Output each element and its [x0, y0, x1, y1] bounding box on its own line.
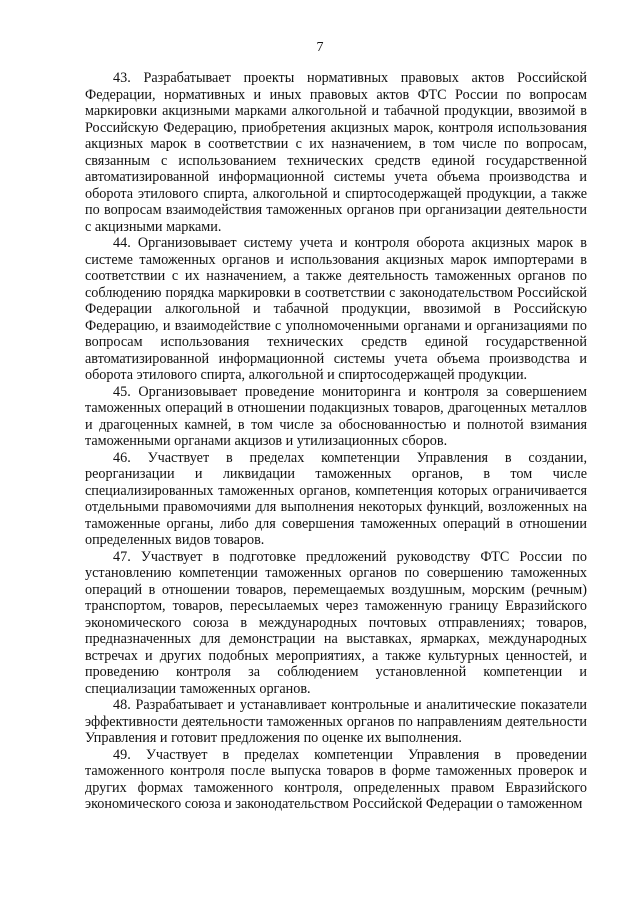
page-number: 7	[316, 40, 324, 55]
paragraph-49: 49. Участвует в пределах компетенции Управления в проведении таможенного контроля после выпуска товаров в форме таможенных проверок и других формах таможенного контроля, определенных правом Евразийского экономического союза и законодательством Российской Федерации о таможенном	[85, 746, 587, 812]
document-body	[85, 70, 587, 813]
paragraph-44: 44. Организовывает систему учета и контроля оборота акцизных марок в системе таможенных органов и использования акцизных марок импортерами в соответствии с их назначением, а также деятельность таможенных органов по соблюдению порядка маркировки в соответствии с законодательством Российской Федерации алкогольной и табачной продукции, ввозимой в Российскую Федерацию, и взаимодействие с уполномоченными органами и организациями по вопросам использования технических средств единой государственной автоматизированной информационной системы учета объема производства и оборота этилового спирта, алкогольной и спиртосодержащей продукции.	[85, 235, 587, 383]
paragraph-43: 43. Разрабатывает проекты нормативных правовых актов Российской Федерации, нормативных и иных правовых актов ФТС России по вопросам маркировки акцизными марками алкогольной и табачной продукции, ввозимой в Российскую Федерацию, приобретения акцизных марок, контроля использования акцизных марок в соответствии с их назначением, в том числе по вопросам, связанным с использованием технических средств единой государственной автоматизированной информационной системы учета объема производства и оборота этилового спирта, алкогольной и спиртосодержащей продукции, а также по вопросам взаимодействия таможенных органов при организации деятельности с акцизными марками.	[85, 70, 587, 235]
paragraph-45: 45. Организовывает проведение мониторинга и контроля за совершением таможенных операций в отношении подакцизных товаров, драгоценных металлов и драгоценных камней, в том числе за обоснованностью и полнотой взимания таможенными органами акцизов и утилизационных сборов.	[85, 383, 587, 449]
paragraph-46: 46. Участвует в пределах компетенции Управления в создании, реорганизации и ликвидации таможенных органов, в том числе специализированных таможенных органов, компетенция которых ограничивается отдельными правомочиями для выполнения некоторых функций, возложенных на таможенные органы, либо для совершения таможенных операций в отношении определенных видов товаров.	[85, 449, 587, 548]
paragraph-48: 48. Разрабатывает и устанавливает контрольные и аналитические показатели эффективности деятельности таможенных органов по направлениям деятельности Управления и готовит предложения по оценке их выполнения.	[85, 697, 587, 746]
paragraph-47: 47. Участвует в подготовке предложений руководству ФТС России по установлению компетенции таможенных органов по совершению таможенных операций в отношении товаров, перемещаемых воздушным, морским (речным) транспортом, товаров, пересылаемых через таможенную границу Евразийского экономического союза в международных почтовых отправлениях; товаров, предназначенных для демонстрации на выставках, ярмарках, международных встречах и других подобных мероприятиях, а также культурных ценностей, и проведению контроля за соблюдением установленной компетенции и специализации таможенных органов.	[85, 548, 587, 697]
